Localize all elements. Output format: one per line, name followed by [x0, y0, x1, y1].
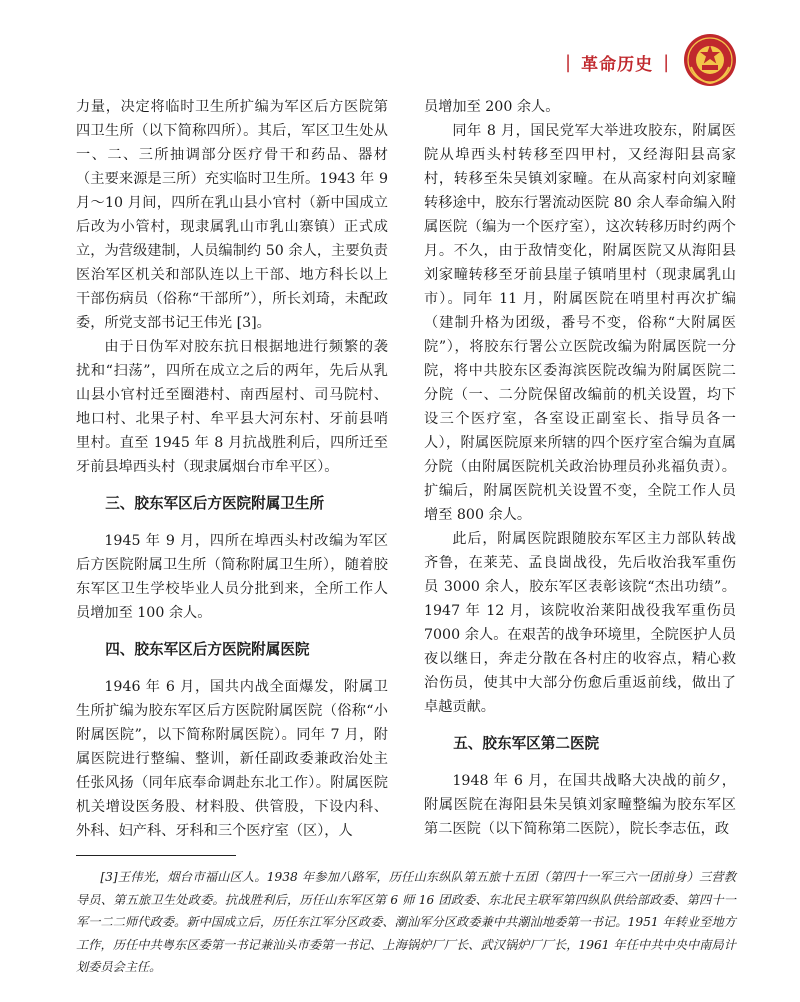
section-heading: 五、胶东军区第二医院 — [453, 735, 600, 752]
paragraph: 员增加至 200 余人。 — [424, 99, 560, 115]
page-header — [565, 50, 669, 75]
party-emblem-icon — [683, 33, 737, 87]
header-left-separator: | — [565, 52, 572, 73]
paragraph: 1946 年 6 月，国共内战全面爆发，附属卫生所扩编为胶东军区后方医院附属医院（俗称“小附属医院”，以下简称附属医院）。同年 7 月，附属医院进行整编、整训，新任副政委兼政治处主任张风扬（同年底奉命调赴东北工作）。附属医院机关增设医务股、材料股、供管股，下设内科、外科、妇产科、牙科和三个医疗室（区），人 — [76, 679, 388, 839]
left-column — [76, 95, 388, 843]
paragraph: 由于日伪军对胶东抗日根据地进行频繁的袭扰和“扫荡”，四所在成立之后的两年，先后从乳山县小官村迁至圈港村、南西屋村、司马院村、地口村、北果子村、牟平县大河东村、牙前县哨里村。直至 1945 年 8 月抗战胜利后，四所迁至牙前县埠西头村（现隶属烟台市牟平区）。 — [76, 339, 388, 475]
paragraph: 力量，决定将临时卫生所扩编为军区后方医院第四卫生所（以下简称四所）。其后，军区卫生处从一、二、三所抽调部分医疗骨干和药品、器材（主要来源是三所）充实临时卫生所。1943 年 9 月～10 月间，四所在乳山县小官村（新中国成立后改为小管村，现隶属乳山市乳山寨镇）正式成立，为营级建制，人员编制约 50 余人，主要负责医治军区机关和部队连以上干部、地方科长以上干部伤病员（俗称“干部所”），所长刘琦，未配政委，所党支部书记王伟光 [3]。 — [76, 99, 388, 331]
section-heading: 四、胶东军区后方医院附属医院 — [105, 641, 310, 658]
header-right-separator: | — [663, 52, 670, 73]
paragraph: 此后，附属医院跟随胶东军区主力部队转战齐鲁，在莱芜、孟良崮战役，先后收治我军重伤员 3000 余人，胶东军区表彰该院“杰出功绩”。1947 年 12 月，该院收治莱阳战役我军重伤员 7000 余人。在艰苦的战争环境里，全院医护人员夜以继日，奔走分散在各村庄的收容点，精心救治伤员，使其中大部分伤愈后重返前线，做出了卓越贡献。 — [424, 531, 736, 715]
right-column — [424, 95, 736, 841]
paragraph: 1948 年 6 月，在国共战略大决战的前夕，附属医院在海阳县朱吴镇刘家疃整编为胶东军区第二医院（以下简称第二医院），院长李志伍，政 — [424, 773, 736, 837]
section-title: 革命历史 — [581, 55, 654, 75]
footnote: [3]王伟光，烟台市福山区人。1938 年参加八路军，历任山东纵队第五旅十五团（第四十一军三六一团前身）三营教导员、第五旅卫生处政委。抗战胜利后，历任山东军区第 6 师 16 团政委、东北民主联军第四纵队供给部政委、第四十一军一二二师代政委。新中国成立后，历任东江军分区政委、潮汕军分区政委兼中共潮汕地委第一书记。1951 年转业至地方工作，历任中共粤东区委第一书记兼汕头市委第一书记、上海锅炉厂厂长、武汉锅炉厂厂长，1961 年任中共中央中南局计划委员会主任。 — [76, 870, 736, 974]
paragraph: 1945 年 9 月，四所在埠西头村改编为军区后方医院附属卫生所（简称附属卫生所），随着胶东军区卫生学校毕业人员分批到来，全所工作人员增加至 100 余人。 — [76, 533, 388, 621]
footnote-divider — [76, 855, 236, 856]
paragraph: 同年 8 月，国民党军大举进攻胶东，附属医院从埠西头村转移至四甲村，又经海阳县高家村，转移至朱吴镇刘家疃。在从高家村向刘家疃转移途中，胶东行署流动医院 80 余人奉命编入附属医院（编为一个医疗室），这次转移历时约两个月。不久，由于敌情变化，附属医院又从海阳县刘家疃转移至牙前县崖子镇哨里村（现隶属乳山市）。同年 11 月，附属医院在哨里村再次扩编（建制升格为团级，番号不变，俗称“大附属医院”），将胶东行署公立医院改编为附属医院一分院，将中共胶东区委海滨医院改编为附属医院二分院（一、二分院保留改编前的机关设置，均下设三个医疗室，各室设正副室长、指导员各一人），附属医院原来所辖的四个医疗室合编为直属分院（由附属医院机关政治协理员孙兆福负责）。扩编后，附属医院机关设置不变，全院工作人员增至 800 余人。 — [424, 123, 736, 523]
section-heading: 三、胶东军区后方医院附属卫生所 — [105, 495, 325, 512]
